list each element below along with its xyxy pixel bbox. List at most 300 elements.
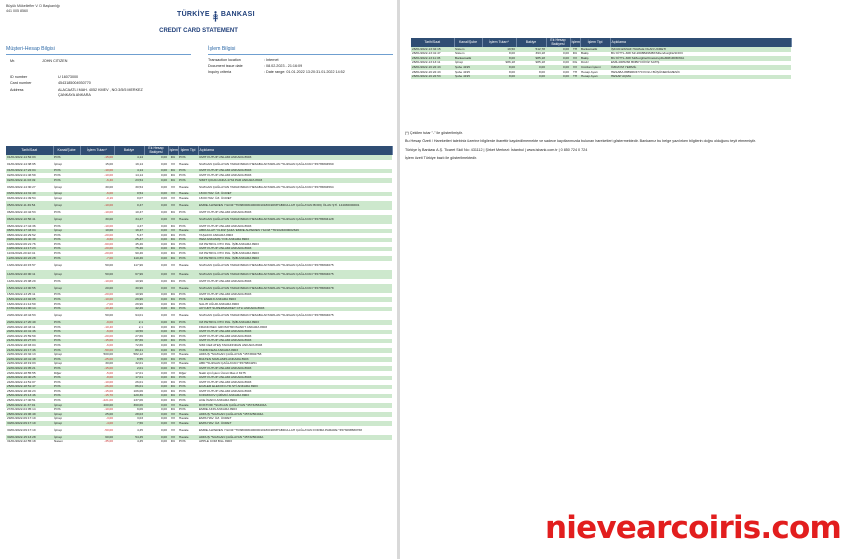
row-balance: 2,1 [114,320,144,325]
row-description: AKYURT SUPERMARKET CTLI ANKARA 8903 [198,307,392,312]
row-amount: 30,00 [80,215,114,224]
row-currency: XX [170,313,176,318]
row-type: Havale [179,184,189,189]
row-date: 27/01/2022-04:05:14 [7,407,36,412]
row-type: Havale [178,192,198,197]
row-channel: Bankamatik [454,56,482,61]
row-channel: POS [54,388,61,393]
table-row [6,215,392,224]
row-description: EMRE ALPEREN YILDIZ *TR3800064000001018019068*ABDULLAH ÇAĞLAYAN BORÇ ÖLAN ŞTİ. 144036000001 [198,201,392,210]
row-currency: TH [570,75,580,80]
row-channel: İşCep [53,215,80,224]
row-amount: -10,00 [104,172,113,177]
row-type: POS [178,385,198,390]
row-balance: 19,47 [114,229,144,234]
row-channel: POS [53,307,80,312]
row-extra-balance: 0,00 [144,169,168,174]
row-type: POS [179,172,186,177]
row-date: 21/01/2022-16:27:03 [6,339,53,344]
row-currency: DU [170,379,176,384]
note-disclaimer: Bu Hesap Özeti / Hareketleri talebiniz üzerine bilgilerde ibarettir kaydedilmemekte ve sadece kayıtlarımızda bulunan hareketleri göstermektedir. Bankamız bu belge yazılırken bilgilerin doğru olduğunu teyit etmemiştir. [405,139,756,144]
row-currency: XX [570,65,580,70]
statement-title: CREDIT CARD STATEMENT [159,28,238,34]
row-type: Havale [178,201,198,210]
row-channel: POS [54,398,61,403]
row-amount: 30,00 [105,184,113,189]
row-date: 10/01/2022-06:21:76 [7,241,36,246]
row-currency: DU [168,155,178,160]
row-date: 30/01/2022-09:17:19 [6,421,53,426]
row-channel: POS [53,247,80,252]
row-balance: 80,21 [114,348,144,353]
row-description: ÖZDAYM YERMİL [610,65,791,70]
row-amount: 8,00 [482,75,516,80]
row-type: Havale [179,416,189,421]
row-balance: 94,01 [135,313,143,318]
row-description: ADDUŞ *SUZGAN ÇAĞLAYAN *4573256404A [198,412,392,417]
row-amount: -9,00 [80,320,114,325]
row-currency: XX [168,270,178,279]
row-extra-balance: 0,00 [144,284,168,293]
row-description: SUZGAN ÇAĞLAYAN TARAFINDAN HESABA AKTARILAN *SUZGAN ÇAĞLAYAN *45735804128 [198,215,392,224]
row-amount: -4,00 [80,421,114,426]
row-currency: DU [168,385,178,390]
row-amount: -10,00 [104,223,113,228]
row-description: UMIT KUTUP UNLAMI ANKARA 8903 [198,169,392,174]
row-balance: 30,54 [135,184,143,189]
row-type: Havale [178,403,198,408]
row-extra-balance: 0,00 [160,232,167,237]
row-extra-balance: 0,00 [160,161,167,166]
row-date: 09/01/2022-19:40:39 [6,238,53,243]
row-date: 06/01/2022-10:56:41 [6,215,53,224]
row-description: UMIT KUTUP UNLAMI ANKARA 8903 [199,388,252,393]
row-balance: 2,01 [114,366,144,371]
row-date: 22/01/2022-19:05:21 [6,366,53,371]
row-date: 20/01/2022-18:43:11 [7,324,36,329]
row-extra-balance: 0,00 [546,65,570,70]
note-currency: İşlem özeti Türkiye bazlı ile gösterilmektedir. [405,156,478,161]
row-extra-balance: 0,00 [160,379,167,384]
table-row [6,426,392,435]
row-extra-balance: 0,00 [160,241,167,246]
row-description: İŞKUR-ESNAF HAVALE OLAN UCRETI [610,47,791,52]
row-currency: DU [168,297,178,302]
row-currency: DU [170,232,176,237]
row-description: EMİL4005266 BDBP DÖVİZ SATIŞ [611,60,660,65]
row-type: POS [179,292,186,297]
row-channel: POS [53,339,80,344]
row-type: POS [178,256,198,261]
row-channel: POS [54,232,61,237]
row-balance: 2,1 [138,324,143,329]
row-balance: 10,96 [135,278,143,283]
row-extra-balance: 0,00 [144,307,168,312]
row-balance: 10,56 [114,330,144,335]
row-currency: XX [170,416,176,421]
row-balance: 5,47 [136,232,143,237]
row-channel: POS [54,292,61,297]
row-currency: XX [170,184,176,189]
row-date: 28/01/2022-13:13:11 [412,60,441,65]
row-description: SUZGAN ÇAĞLAYAN TARAFINDAN HESABA AKTARILAN *SUZGAN ÇAĞLAYAN *45735804560 [199,161,334,166]
row-description: SUZGAN ÇAĞLAYAN TARAFINDAN HESABA AKTARILAN *SUZGAN ÇAĞLAYAN *45735804675 [199,262,334,267]
row-balance: 28,03 [114,412,144,417]
row-balance: 34,47 [114,215,144,224]
row-currency: DU [170,301,176,306]
row-date: 29/01/2022-09:17:19 [7,416,36,421]
row-currency: DU [170,388,176,393]
row-date: 02/01/2022-11:03:49 [6,178,53,183]
row-extra-balance: 0,00 [160,292,167,297]
row-extra-balance: 0,00 [160,172,167,177]
row-extra-balance: 0,00 [160,195,167,200]
row-amount: -221,00 [102,398,113,403]
row-currency: DU [168,339,178,344]
row-extra-balance: 0,00 [160,352,167,357]
row-description: OZ PETROL OTO ING. İŞİB ANKARA 8903 [198,320,392,325]
row-date: 15/01/2022-23:02:05 [6,297,53,302]
row-channel: Sistem [454,47,482,52]
row-balance: 393,18 [535,51,545,56]
row-channel: İşCep [53,403,80,408]
row-date: 28/01/2022-13:41:47 [412,51,441,56]
row-description: UMIT KUTUP UNLAMI ANKARA 8903 [198,376,392,381]
row-date: 15/01/2022-13:25:11 [7,292,36,297]
row-amount: 15,00 [105,161,113,166]
row-extra-balance: 0,00 [144,385,168,390]
row-extra-balance: 0,00 [144,357,168,362]
row-date: 08/01/2022-20:29:52 [7,232,36,237]
row-type: POS [179,407,186,412]
row-channel: POS [54,209,61,214]
row-balance: 137,06 [133,398,143,403]
row-balance: 4,45 [136,428,143,433]
row-amount: -10,40 [104,324,113,329]
row-channel: İşCep [53,229,80,234]
row-description: TADIM FEZA ANKARA 8903 [198,348,392,353]
row-type: POS [179,398,186,403]
card-number-label: Card number [10,81,32,85]
row-amount: -10,00 [104,379,113,384]
row-extra-balance: 0,00 [144,297,168,302]
bank-emblem-icon [212,9,219,20]
row-channel: POS [53,169,80,174]
row-channel: İşCep [53,421,80,426]
col-header-amount: İşlem Tutarı* [80,146,114,155]
row-channel: Sistem [455,51,465,56]
row-balance: 7,56 [114,421,144,426]
row-balance: 985,18 [535,60,545,65]
row-extra-balance: 0,00 [160,301,167,306]
row-date: 25/01/2022-18:02:23 [7,388,36,393]
row-amount: -0,16 [105,195,113,200]
row-date: 13/01/2022-20:15:57 [7,262,36,267]
id-number-value: U 16073000 [58,75,79,79]
row-extra-balance: 0,00 [144,403,168,408]
row-channel: İşCep [54,195,63,200]
row-currency: XX [170,262,176,267]
row-amount: -25,00 [80,357,114,362]
card-number-value: 4543185004930770 [58,81,91,85]
row-type: Hesap Ayarı [580,75,610,80]
row-description: UMIT KUTUP UNLAMI ANKARA 8903 [199,209,252,214]
row-currency: DU [168,357,178,362]
row-balance: 54,45 [114,435,144,440]
row-amount: 500,00 [103,352,113,357]
row-extra-balance: 0,00 [562,51,569,56]
row-channel: İşCep [53,412,80,417]
table-header-row [6,146,392,155]
row-amount: -15,70 [80,394,114,399]
row-amount: -5,00 [105,370,113,375]
col-header-balance: Bakiye [516,38,546,47]
row-amount: 10,00 [80,229,114,234]
row-channel: POS [54,407,61,412]
row-channel: POS [54,251,61,256]
row-channel: POS [54,223,61,228]
row-extra-balance: 0,00 [562,69,569,74]
row-description: SALIH UĞUR ANKARA 8903 [199,301,239,306]
row-description: 18:00 HAV. ÜZ. ÜCRET [199,195,232,200]
row-currency: XX [170,161,176,166]
row-balance: 86,01 [114,385,144,390]
row-amount: -6,00 [105,342,113,347]
row-date: 20/01/2022-15:59:59 [7,333,36,338]
row-date: 30/01/2022-15:13:28 [6,435,53,440]
row-description: ACE İNAKO ANKARA 8903 [199,398,237,403]
row-type: Havale [179,262,189,267]
row-balance: 10,96 [135,292,143,297]
row-amount: 50,00 [105,262,113,267]
branch-name: Büyük Mükellefler V. D Başkanlığı [6,4,60,8]
table-row [6,440,392,445]
row-currency: XX [170,352,176,357]
row-description: ECZLER ELEKON LTD.STİ ANKARA 8903 [198,385,392,390]
row-type: Hesap Ayarı [581,69,598,74]
row-balance: 14,14 [135,172,143,177]
row-type: POS [178,247,198,252]
row-balance: 8,00 [538,69,545,74]
row-channel: POS [53,155,80,160]
row-extra-balance: 0,00 [144,330,168,335]
row-extra-balance: 0,00 [144,192,168,197]
row-amount: -20,00 [104,232,113,237]
row-type: POS [178,394,198,399]
row-channel: POS [53,178,80,183]
row-type: Havale [178,270,198,279]
row-channel: Nasen [54,439,63,444]
branch-info [6,4,60,14]
row-extra-balance: 0,00 [160,342,167,347]
row-type: POS [179,223,186,228]
row-balance: 25,47 [114,238,144,243]
row-description: APPLE COM BILL 8903 [199,439,232,444]
row-type: POS [178,307,198,312]
row-currency: DU [168,256,178,261]
table-header-row [411,38,791,47]
row-date: 22/01/2022-18:19:03 [7,361,36,366]
row-description: UMIT KUTUP UNLAMI ANKARA 8903 [199,172,252,177]
row-extra-balance: 0,00 [160,313,167,318]
row-channel: Diğer [54,370,62,375]
col-header-date: Tarih/Saat [6,146,53,155]
row-date: 22/01/2022-18:41:48 [6,357,53,362]
row-description: SUZGAN ÇAĞLAYAN TARAFINDAN HESABA AKTARILAN *SUZGAN ÇAĞLAYAN *45735804678 [198,284,392,293]
row-channel: POS [54,172,61,177]
row-description: UMIT KUTUP UNLAMI ANKARA 8903 [198,330,392,335]
row-description: ABD *SUZGAN ÇAĞLAYAN *4573804251 [199,361,257,366]
row-type: POS [179,333,186,338]
row-description: UMIT KUTUP UNLAMI ANKARA 8903 [199,278,252,283]
row-type: POS [178,348,198,353]
col-header-currency: İşlem [570,38,580,47]
row-amount: -10,00 [104,407,113,412]
row-currency: DU [170,209,176,214]
col-header-balance: Bakiye [114,146,144,155]
row-date: 10/01/2022-14:17:23 [6,247,53,252]
row-channel: POS [54,333,61,338]
row-channel: POS [53,385,80,390]
row-extra-balance: 0,00 [144,215,168,224]
customer-info [10,59,195,125]
row-amount: 8,00 [508,69,515,74]
row-channel: POS [54,301,61,306]
note-negative-amounts: (*) Çekilen tutar "-" ile gösterilmiştir. [405,131,463,135]
row-channel: İşCep [54,313,63,318]
row-amount: -20,00 [80,247,114,252]
row-amount: -9,60 [80,238,114,243]
row-extra-balance: 0,00 [144,366,168,371]
row-amount: 25,00 [80,412,114,417]
row-amount: -3,00 [105,416,113,421]
row-type: Havale [179,161,189,166]
row-balance: 4,14 [114,155,144,160]
row-amount: -10,00 [80,201,114,210]
row-extra-balance: 0,00 [160,416,167,421]
row-type: POS [178,357,198,362]
row-channel: İşCep [54,428,63,433]
row-currency: XX [170,370,176,375]
row-balance: 42,26 [114,307,144,312]
row-date: 23/01/2022-18:55:55 [7,370,36,375]
row-extra-balance: 0,00 [160,184,167,189]
row-description: SUZGAN ÇAĞLAYAN TARAFINDAN HESABA AKTARILAN *SUZGAN ÇAĞLAYAN *45735804675 [198,270,392,279]
row-extra-balance: 0,00 [144,155,168,160]
row-description: Nakit için İşlem Ücreti Mas 2 8175 [199,370,246,375]
row-amount: -10,00 [80,297,114,302]
row-type: Havale [178,435,198,440]
row-currency: DU [170,251,176,256]
row-amount: -7,00 [80,256,114,261]
row-currency: DU [170,324,176,329]
row-channel: İşCep [54,262,63,267]
row-date: 30/01/2022-09:17:19 [7,428,36,433]
row-description: HESABA 8889RR4770 KOLU BÜŞÜNERİLMESİ3 [611,69,680,74]
row-extra-balance: 0,00 [160,278,167,283]
row-date: 12/01/2022-20:22:28 [6,256,53,261]
row-extra-balance: 0,00 [144,348,168,353]
row-amount: 50,00 [80,270,114,279]
row-currency: DU [170,342,176,347]
table-row [6,311,392,320]
row-type: POS [179,342,186,347]
row-extra-balance: 0,00 [144,238,168,243]
row-amount: -10,20 [80,307,114,312]
row-balance: 4,47 [136,223,143,228]
row-date: 01/01/2022-14:52:03 [6,155,53,160]
inquiry-criteria-value: : Date range: 01.01.2022 13:20:31.01.2022 14:52 [264,70,345,74]
row-balance: 23,54 [114,178,144,183]
row-amount: 30,00 [105,361,113,366]
row-type: POS [179,278,186,283]
row-extra-balance: 0,00 [144,201,168,210]
row-currency: DU [168,238,178,243]
row-amount: -8,00 [80,376,114,381]
row-extra-balance: 0,00 [144,229,168,234]
row-currency: DU [170,398,176,403]
row-amount: -15,00 [80,339,114,344]
row-description: UMIT KUTUP UNLAMI ANKARA 8903 [198,247,392,252]
row-extra-balance: 0,00 [160,388,167,393]
row-type: Havale [179,352,189,357]
row-date: 28/01/2022-13:11:45 [411,56,454,61]
row-currency: DU [168,247,178,252]
row-amount: 8,00 [508,51,515,56]
row-amount: 19,50 [482,47,516,52]
row-amount: 20,00 [80,284,114,293]
row-extra-balance: 0,00 [144,320,168,325]
col-header-extra-balance: Ek Hesap Bakiyesi [546,38,570,47]
row-amount: -20,00 [104,333,113,338]
row-balance: 32,01 [135,361,143,366]
row-date: 02/01/2022-01:46:59 [7,172,36,177]
row-date: 14/01/2022-15:08:29 [7,278,36,283]
row-type: POS [179,439,186,444]
row-amount: -26,00 [80,385,114,390]
row-amount: 200,00 [80,403,114,408]
row-type: POS [178,330,198,335]
row-channel: İşCep [53,270,80,279]
row-description: TK ENERJI ANKARA 8903 [198,297,392,302]
row-balance: 27,66 [135,333,143,338]
row-type: Havale [178,284,198,293]
row-currency: XX [168,215,178,224]
row-balance: 8,55 [114,357,144,362]
row-balance: 582,12 [133,352,143,357]
row-amount: -15,00 [80,366,114,371]
bank-name-left: TÜRKİYE [177,11,210,18]
row-currency: DU [168,394,178,399]
row-balance: 10,47 [135,209,143,214]
row-balance: 26,01 [135,379,143,384]
row-balance: 0,54 [114,192,144,197]
row-extra-balance: 0,00 [160,333,167,338]
row-amount: 8,00 [482,65,516,70]
transactions-table [6,146,393,444]
row-currency: DU [170,333,176,338]
document-issue-date-label: Document issue date [208,64,243,68]
row-currency: XX [168,421,178,426]
row-extra-balance: 0,00 [160,439,167,444]
row-date: 08/01/2022-17:43:04 [6,229,53,234]
row-currency: XX [570,56,580,61]
row-channel: POS [54,278,61,283]
row-type: POS [178,320,198,325]
row-currency: XX [170,361,176,366]
row-date: 22/01/2022-16:32:13 [7,352,36,357]
note-bank-registry: Türkiye İş Bankası A.Ş. Ticaret Sicil No: 431112 | Şirket Merkezi: İstanbul | www.isbank.com.tr | 0 850 724 0 724 [405,147,588,152]
